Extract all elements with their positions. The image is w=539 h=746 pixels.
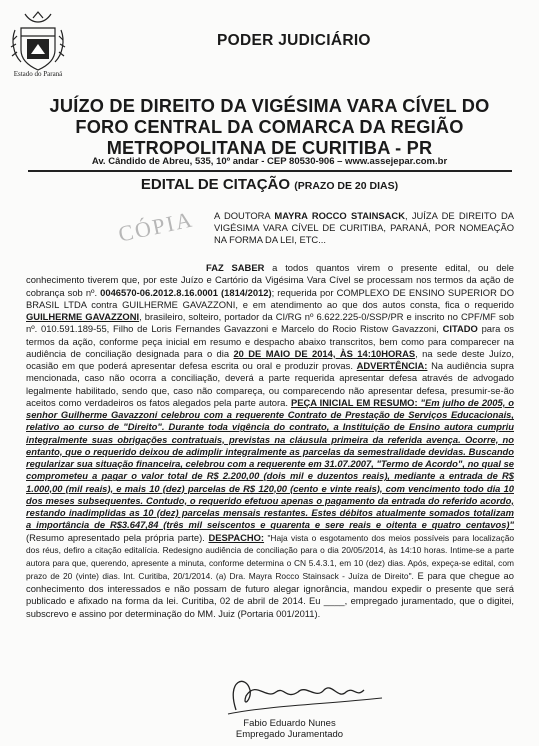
intro-paragraph [214,210,514,247]
edital-term: (PRAZO DE 20 DIAS) [294,180,399,192]
body-text-4: para os termos da ação, conforme peça inicial em resumo e despacho abaixo transcritos, bem como para comparecer na audiência de conciliação designada para o dia [26,323,514,359]
claim-summary: "Em julho de 2005, o senhor Guilherme Gavazzoni celebrou com a requerente Contrato de Prestação de Serviços Educacionais, relativo ao curso de "Direito". Durante toda vigência do contrato, a Instituição de Ensino autora cumpriu integralmente suas obrigações contratuais, previstas na cláusula primeira da referida avença. Ocorre, no entanto, que o requerido deixou de adimplir integralmente as parcelas da semestralidade devidas. Buscando regularizar sua situação financeira, celebrou com a requerente em 31.07.2007, "Termo de Acordo", no qual se comprometeu a pagar o valor total de R$ 2.200,00 (dois mil e duzentos reais), mediante a entrada de R$ 1.000,00 (mil reais), e mais 10 (dez) parcelas de R$ 120,00 (cento e vinte reais), com vencimento todo dia 10 dos meses subsequentes. Contudo, o requerido efetuou apenas o pagamento da entrada do referido acordo, restando inadimplidas as 10 (dez) parcelas mensais restantes. Estes débitos atualmente somados totalizam a importância de R$3.647,84 (três mil seiscentos e quarenta e sere reais e oitenta e quatro centavos)" [26,396,514,531]
hearing-date: 20 DE MAIO DE 2014, ÀS 14:10HORAS [233,347,416,359]
body-text-2: ; requerida por COMPLEXO DE ENSINO SUPERIOR DO BRASIL LTDA contra GUILHERME GAVAZZONI, e em atendimento ao que dos autos consta, fica o requerido [26,286,514,310]
heading-line-2: FORO CENTRAL DA COMARCA DA REGIÃO [75,117,464,137]
despacho-text: "Haja vista o esgotamento dos meios possíveis para localização dos réus, defiro a citação editalícia. Redesigno audiência de conciliação para o dia 20/05/2014, às 14:10 horas. Intime-se a parte autora para que, querendo, apresente a minuta, conforme determina o CN 5.4.3.1, em 10 (dez) dias. Após, expeça-se edital, com prazo de 20 (vinte) dias. Int. Curitiba, 20/1/2014. (a) Dra. Mayra Rocco Stainsack - Juíza de Direito". [26,532,515,582]
despacho-label: DESPACHO: [208,531,265,543]
edital-title-text: EDITAL DE CITAÇÃO [140,176,291,193]
court-address: Av. Cândido de Abreu, 535, 10º andar - CEP 80530-906 – www.assejepar.com.br [91,156,448,167]
citado-label: CITADO [442,323,478,335]
body-text-1: a todos quantos virem o presente edital, ou dele conhecimento tiverem que, por este Juízo e Cartório da Vigésima Vara Cível se processam nos termos da ação de cobrança sob nº. [26,262,514,298]
body-text-7: (Resumo apresentado pela própria parte). [26,531,209,543]
edital-body [26,262,514,620]
advertencia-label: ADVERTÊNCIA: [356,360,428,371]
judge-name: MAYRA ROCCO STAINSACK [274,210,405,221]
body-text-5: , na sede deste Juízo, ocasião em que poderá apresentar defesa escrita ou oral e produzir provas. [26,347,514,371]
faz-saber: FAZ SABER [206,262,265,273]
defendant-name: GUILHERME GAVAZZONI [26,311,140,322]
signature-image [206,670,396,718]
body-text-3: , brasileiro, solteiro, portador da CI/RG nº 6.622.225-0/SSP/PR e inscrito no CPF/MF sob nº. 010.591.189-55, Filho de Loris Fernandes Gavazzoni e Marcelo do Rocio Ristow Gavazzoni, [26,311,515,335]
edital-title [0,176,539,193]
signer-name: Fabio Eduardo Nunes [243,718,336,729]
closing-text: E para que chegue ao conhecimento dos interessados e não possam de futuro alegar ignorância, mandou expedir o presente que será publicado e afixado na forma da lei. Curitiba, 02 de abril de 2014. Eu ____, empregado juramentado, que o digitei, subscrevo e assino por determinação do MM. Juiz (Portaria 001/2011). [26,570,514,619]
copy-stamp: CÓPIA [116,206,196,247]
intro-text-end: , JUÍZA DE DIREITO DA VIGÉSIMA VARA CÍVEL DE CURITIBA, PARANÁ, POR NOMEAÇÃO NA FORMA DA LEI, ETC... [214,210,514,246]
court-name: PODER JUDICIÁRIO [217,32,371,49]
heading-line-3: METROPOLITANA DE CURITIBA - PR [106,138,433,158]
signer-role: Empregado Juramentado [235,729,344,740]
seal-caption: Estado do Paraná [13,70,63,78]
peca-label: PEÇA INICIAL EM RESUMO: [290,396,418,408]
case-number: 0046570-06.2012.8.16.0001 (1814/2012) [100,286,272,298]
body-text-6: Na audiência supra mencionada, caso não ocorra a conciliação, deverá a parte requerida apresentar defesa através de advogado legalmente habilitado, sendo que, caso não compareça, ou comparecendo não apresentar defesa, presumir-se-ão aceitos como verdadeiros os fatos alegados pela parte autora. [26,360,514,408]
divider [28,170,512,172]
intro-text: A DOUTORA [214,210,275,221]
heading-line-1: JUÍZO DE DIREITO DA VIGÉSIMA VARA CÍVEL DO [49,96,490,116]
